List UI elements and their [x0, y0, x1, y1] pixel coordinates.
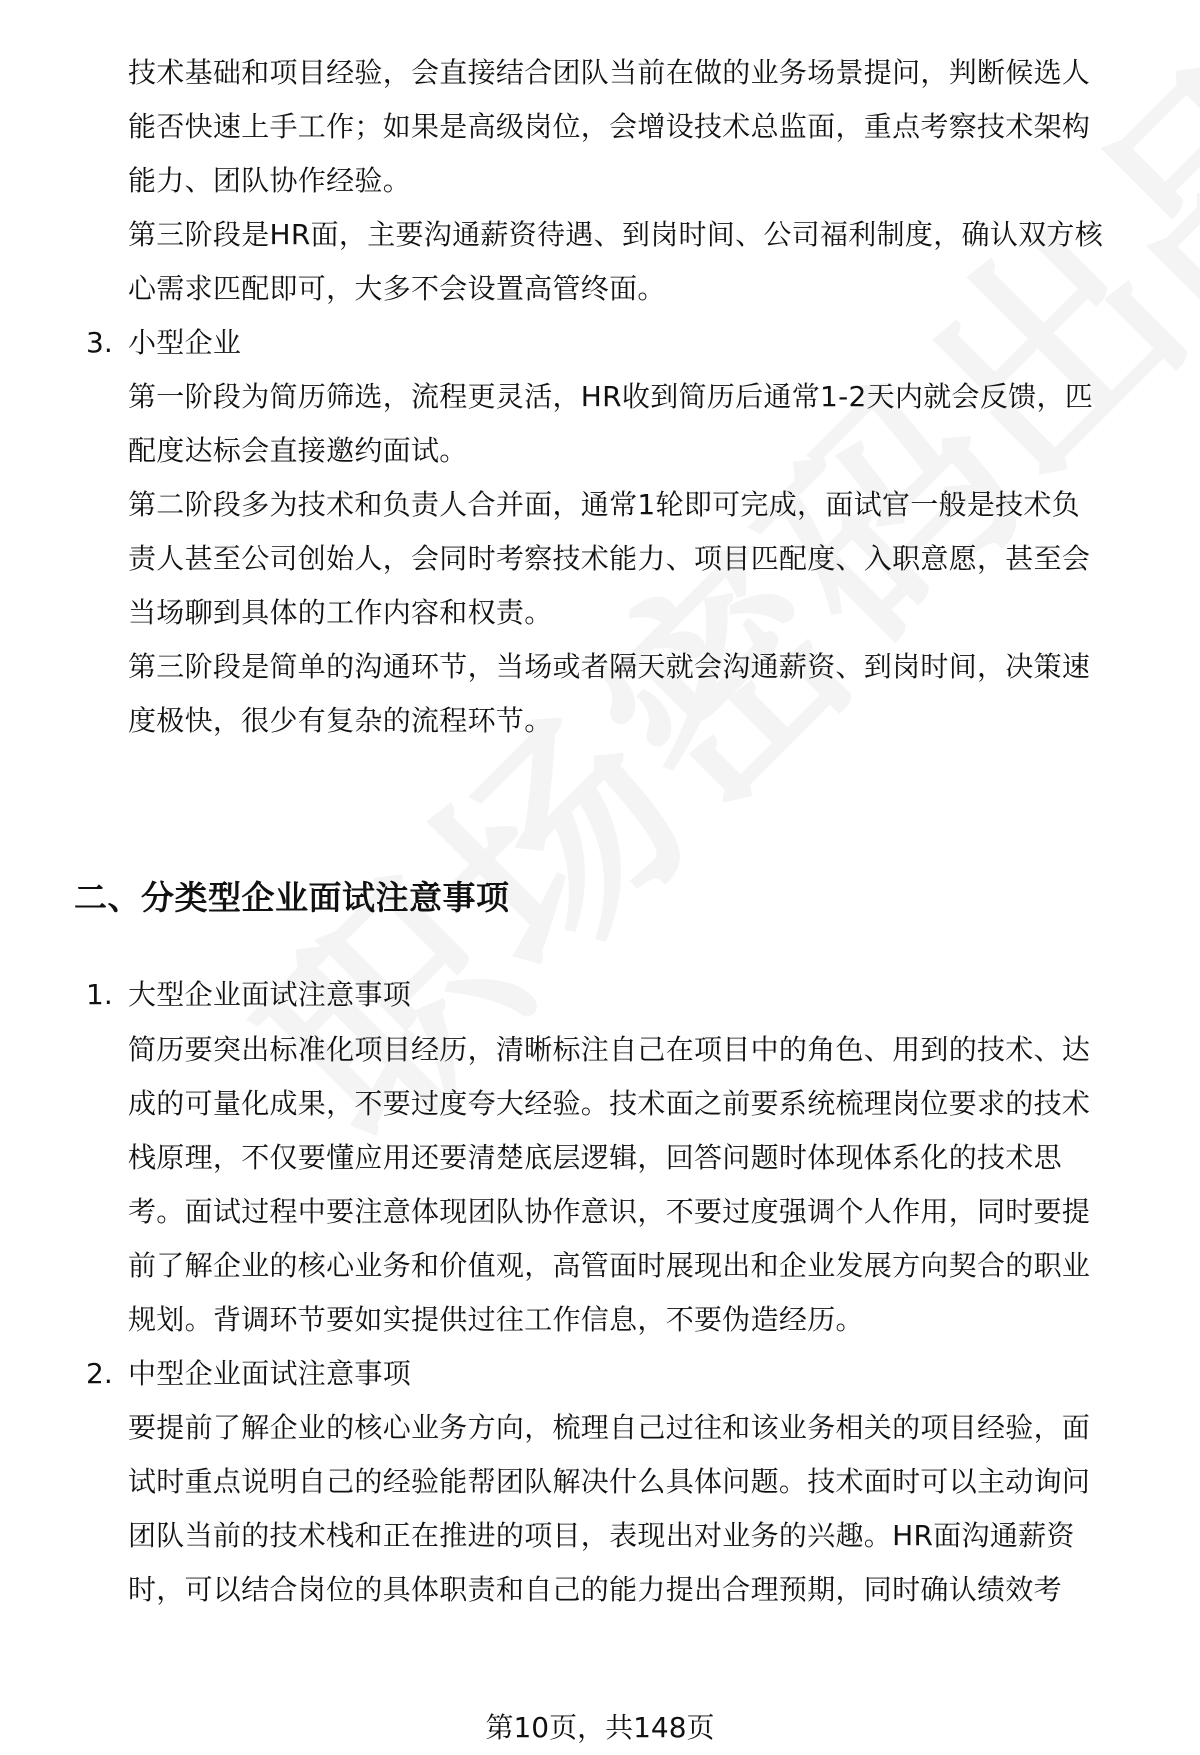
paragraph-line: 技术基础和项目经验，会直接结合团队当前在做的业务场景提问，判断候选人 — [128, 56, 1091, 89]
paragraph-line: 栈原理，不仅要懂应用还要清楚底层逻辑，回答问题时体现体系化的技术思 — [128, 1141, 1062, 1174]
paragraph-line: 能否快速上手工作；如果是高级岗位，会增设技术总监面，重点考察技术架构 — [128, 110, 1091, 143]
paragraph-line: 规划。背调环节要如实提供过往工作信息，不要伪造经历。 — [128, 1303, 864, 1336]
list-number: 1. — [86, 978, 113, 1011]
paragraph-line: 简历要突出标准化项目经历，清晰标注自己在项目中的角色、用到的技术、达 — [128, 1033, 1091, 1066]
paragraph-line: 第三阶段是简单的沟通环节，当场或者隔天就会沟通薪资、到岗时间，决策速 — [128, 650, 1091, 683]
paragraph-line: 配度达标会直接邀约面试。 — [128, 434, 468, 467]
paragraph-line: 前了解企业的核心业务和价值观，高管面时展现出和企业发展方向契合的职业 — [128, 1249, 1091, 1282]
paragraph-line: 考。面试过程中要注意体现团队协作意识，不要过度强调个人作用，同时要提 — [128, 1195, 1091, 1228]
paragraph-line: 第三阶段是HR面，主要沟通薪资待遇、到岗时间、公司福利制度，确认双方核 — [128, 218, 1104, 251]
page-footer: 第10页，共148页 — [485, 1711, 715, 1744]
paragraph-line: 团队当前的技术栈和正在推进的项目，表现出对业务的兴趣。HR面沟通薪资 — [128, 1519, 1075, 1552]
list-number: 3. — [86, 326, 113, 359]
paragraph-line: 要提前了解企业的核心业务方向，梳理自己过往和该业务相关的项目经验，面 — [128, 1411, 1091, 1444]
paragraph-line: 成的可量化成果，不要过度夸大经验。技术面之前要系统梳理岗位要求的技术 — [128, 1087, 1091, 1120]
paragraph-line: 第二阶段多为技术和负责人合并面，通常1轮即可完成，面试官一般是技术负 — [128, 488, 1081, 521]
paragraph-line: 第一阶段为简历筛选，流程更灵活，HR收到简历后通常1-2天内就会反馈，匹 — [128, 380, 1094, 413]
paragraph-line: 试时重点说明自己的经验能帮团队解决什么具体问题。技术面时可以主动询问 — [128, 1465, 1091, 1498]
section-heading: 二、分类型企业面试注意事项 — [74, 878, 510, 917]
list-item-title: 中型企业面试注意事项 — [128, 1357, 412, 1390]
paragraph-line: 心需求匹配即可，大多不会设置高管终面。 — [128, 272, 666, 305]
paragraph-line: 当场聊到具体的工作内容和权责。 — [128, 596, 553, 629]
paragraph-line: 能力、团队协作经验。 — [128, 164, 412, 197]
list-item-title: 大型企业面试注意事项 — [128, 978, 412, 1011]
paragraph-line: 责人甚至公司创始人，会同时考察技术能力、项目匹配度、入职意愿，甚至会 — [128, 542, 1091, 575]
paragraph-line: 度极快，很少有复杂的流程环节。 — [128, 704, 553, 737]
list-item-title: 小型企业 — [128, 326, 242, 359]
list-number: 2. — [86, 1357, 113, 1390]
paragraph-line: 时，可以结合岗位的具体职责和自己的能力提出合理预期，同时确认绩效考 — [128, 1573, 1062, 1606]
